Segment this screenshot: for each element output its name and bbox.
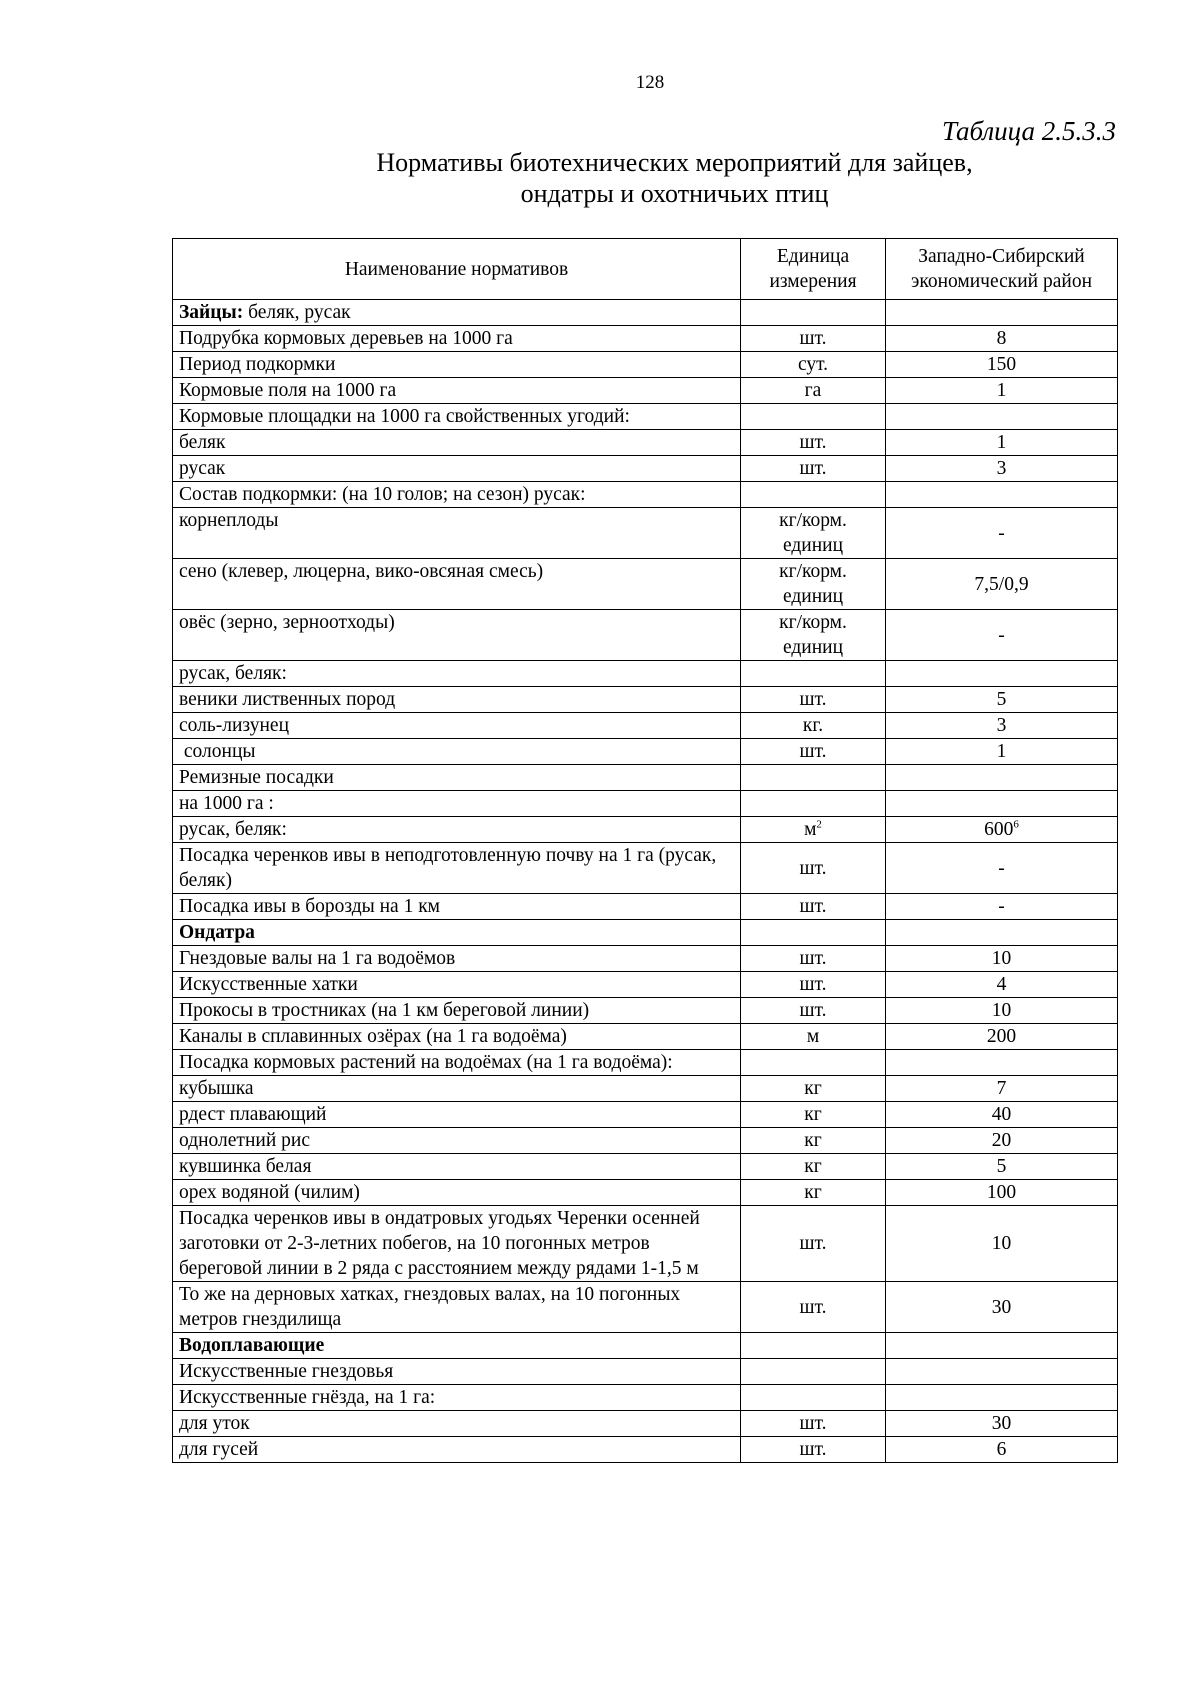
row-unit: сут. — [741, 352, 886, 378]
row-name-text: русак — [179, 458, 226, 479]
table-row — [173, 972, 1118, 998]
table-row — [173, 300, 1118, 326]
table-row — [173, 1333, 1118, 1359]
row-name-text: Посадка кормовых растений на водоёмах (на 1 га водоёма): — [179, 1052, 673, 1073]
title-line-1: Нормативы биотехнических мероприятий для зайцев, — [376, 148, 973, 177]
row-name-text: на 1000 га : — [179, 793, 274, 814]
value-superscript: 6 — [1013, 818, 1019, 831]
table-row — [173, 1437, 1118, 1463]
table-caption: Таблица 2.5.3.3 — [941, 116, 1116, 146]
row-name — [173, 559, 741, 610]
table-row — [173, 739, 1118, 765]
row-name — [173, 482, 741, 508]
row-value: 1 — [886, 430, 1118, 456]
row-value: 10 — [886, 946, 1118, 972]
table-row — [173, 817, 1118, 843]
row-unit: шт. — [741, 946, 886, 972]
table-row — [173, 1385, 1118, 1411]
row-value — [886, 1050, 1118, 1076]
row-name — [173, 1359, 741, 1385]
row-value: 200 — [886, 1024, 1118, 1050]
row-unit: кг — [741, 1076, 886, 1102]
page-number: 128 — [635, 72, 665, 93]
table-body — [173, 300, 1118, 1463]
table-row — [173, 1411, 1118, 1437]
row-name — [173, 998, 741, 1024]
row-unit: шт. — [741, 1282, 886, 1333]
row-name — [173, 404, 741, 430]
row-value: $600^6$ — [886, 817, 1118, 843]
table-row — [173, 998, 1118, 1024]
row-value: 5 — [886, 687, 1118, 713]
row-value: - — [886, 843, 1118, 894]
row-value: - — [886, 894, 1118, 920]
row-name-text: Прокосы в тростниках (на 1 км береговой линии) — [179, 1000, 590, 1021]
row-name — [173, 1154, 741, 1180]
row-value: - — [886, 610, 1118, 661]
row-unit — [741, 1359, 886, 1385]
row-unit: шт. — [741, 1437, 886, 1463]
unit-superscript: 2 — [816, 818, 822, 831]
row-name-text: Искусственные гнездовья — [179, 1361, 394, 1382]
row-name-text: Посадка ивы в борозды на 1 км — [179, 896, 441, 917]
table-row — [173, 1076, 1118, 1102]
row-name-text: соль-лизунец — [179, 715, 290, 736]
header-name: Наименование нормативов — [173, 239, 741, 300]
row-unit: кг/корм. единиц — [741, 610, 886, 661]
row-value: 10 — [886, 1206, 1118, 1282]
row-name — [173, 791, 741, 817]
row-value — [886, 1385, 1118, 1411]
row-unit: м — [741, 1024, 886, 1050]
row-value — [886, 765, 1118, 791]
row-name — [173, 430, 741, 456]
norms-table — [172, 238, 1118, 1463]
table-row — [173, 687, 1118, 713]
row-name — [173, 1102, 741, 1128]
row-name — [173, 920, 741, 946]
row-value: 10 — [886, 998, 1118, 1024]
table-row — [173, 610, 1118, 661]
row-value: 8 — [886, 326, 1118, 352]
row-name-text: Посадка черенков ивы в неподготовленную почву на 1 га (русак, беляк) — [179, 845, 722, 891]
table-row — [173, 326, 1118, 352]
row-unit: шт. — [741, 1411, 886, 1437]
row-value: 30 — [886, 1282, 1118, 1333]
row-name — [173, 972, 741, 998]
row-name-text: корнеплоды — [179, 510, 279, 531]
row-name-text: Каналы в сплавинных озёрах (на 1 га водоёма) — [179, 1026, 567, 1047]
row-unit — [741, 300, 886, 326]
table-row — [173, 456, 1118, 482]
row-name — [173, 843, 741, 894]
row-name — [173, 610, 741, 661]
table-row — [173, 1128, 1118, 1154]
row-value: 1 — [886, 378, 1118, 404]
row-value: 4 — [886, 972, 1118, 998]
table-row — [173, 1359, 1118, 1385]
row-unit — [741, 1385, 886, 1411]
table-row — [173, 482, 1118, 508]
row-name — [173, 326, 741, 352]
row-unit — [741, 661, 886, 687]
row-name — [173, 739, 741, 765]
row-value: 5 — [886, 1154, 1118, 1180]
row-name-text: для уток — [179, 1413, 250, 1434]
row-unit: шт. — [741, 456, 886, 482]
row-name — [173, 946, 741, 972]
row-value — [886, 791, 1118, 817]
row-name-text: солонцы — [179, 741, 256, 762]
row-name-text: орех водяной (чилим) — [179, 1182, 360, 1203]
row-unit: шт. — [741, 998, 886, 1024]
table-row — [173, 843, 1118, 894]
row-unit — [741, 1333, 886, 1359]
row-unit: шт. — [741, 430, 886, 456]
table-row — [173, 404, 1118, 430]
row-name-text: Состав подкормки: (на 10 голов; на сезон) русак: — [179, 484, 586, 505]
row-name — [173, 1050, 741, 1076]
row-unit — [741, 791, 886, 817]
row-unit: шт. — [741, 972, 886, 998]
row-unit: кг/корм. единиц — [741, 559, 886, 610]
title-line-2: ондатры и охотничьих птиц — [520, 179, 829, 208]
row-name-text: веники лиственных пород — [179, 689, 396, 710]
row-value: 100 — [886, 1180, 1118, 1206]
row-name-text: беляк — [179, 432, 226, 453]
section-label: Водоплавающие — [179, 1335, 325, 1356]
table-row — [173, 1050, 1118, 1076]
row-name — [173, 1180, 741, 1206]
table-row — [173, 1102, 1118, 1128]
row-value: 20 — [886, 1128, 1118, 1154]
row-name — [173, 352, 741, 378]
row-name — [173, 1128, 741, 1154]
row-name-text: русак, беляк: — [179, 819, 287, 840]
row-name-text: сено (клевер, люцерна, вико-овсяная смесь) — [179, 561, 544, 582]
table-row — [173, 920, 1118, 946]
row-name — [173, 1385, 741, 1411]
row-name — [173, 1076, 741, 1102]
row-unit: шт. — [741, 687, 886, 713]
table-row — [173, 713, 1118, 739]
row-value: 6 — [886, 1437, 1118, 1463]
row-value — [886, 920, 1118, 946]
row-unit: кг — [741, 1154, 886, 1180]
row-name — [173, 508, 741, 559]
section-label: Ондатра — [179, 922, 255, 943]
row-unit: кг — [741, 1102, 886, 1128]
row-name-text: Кормовые поля на 1000 га — [179, 380, 397, 401]
row-value: 3 — [886, 713, 1118, 739]
table-title — [172, 147, 1177, 209]
row-name-text: рдест плавающий — [179, 1104, 327, 1125]
row-name — [173, 300, 741, 326]
table-row — [173, 352, 1118, 378]
header-unit: Единица измерения — [741, 239, 886, 300]
table-row — [173, 765, 1118, 791]
row-unit: кг — [741, 1128, 886, 1154]
table-row — [173, 1282, 1118, 1333]
row-value: 3 — [886, 456, 1118, 482]
row-name — [173, 1437, 741, 1463]
table-row — [173, 559, 1118, 610]
row-value — [886, 1333, 1118, 1359]
row-name-text: для гусей — [179, 1439, 259, 1460]
row-value — [886, 482, 1118, 508]
row-name — [173, 1206, 741, 1282]
row-unit: шт. — [741, 1206, 886, 1282]
row-unit: шт. — [741, 739, 886, 765]
row-value: 40 — [886, 1102, 1118, 1128]
row-unit — [741, 765, 886, 791]
row-name — [173, 1282, 741, 1333]
table-row — [173, 1206, 1118, 1282]
row-value — [886, 1359, 1118, 1385]
row-name — [173, 687, 741, 713]
row-unit — [741, 404, 886, 430]
row-name-text: То же на дерновых хатках, гнездовых валах, на 10 погонных метров гнездилища — [179, 1284, 686, 1330]
row-unit: $м^2$ — [741, 817, 886, 843]
row-name-text: Искусственные хатки — [179, 974, 358, 995]
row-value: 7 — [886, 1076, 1118, 1102]
row-unit — [741, 920, 886, 946]
row-name-text: однолетний рис — [179, 1130, 310, 1151]
row-value — [886, 661, 1118, 687]
row-value — [886, 300, 1118, 326]
row-unit: кг. — [741, 713, 886, 739]
table-row — [173, 378, 1118, 404]
row-unit — [741, 482, 886, 508]
row-name — [173, 1024, 741, 1050]
row-name-text: Период подкормки — [179, 354, 336, 375]
row-name — [173, 894, 741, 920]
header-region: Западно-Сибирский экономический район — [886, 239, 1118, 300]
row-unit: шт. — [741, 326, 886, 352]
row-name-text: Подрубка кормовых деревьев на 1000 га — [179, 328, 513, 349]
row-value: 150 — [886, 352, 1118, 378]
row-name — [173, 765, 741, 791]
table-row — [173, 791, 1118, 817]
table-row — [173, 661, 1118, 687]
row-name-text: кубышка — [179, 1078, 254, 1099]
row-unit: кг/корм. единиц — [741, 508, 886, 559]
row-name — [173, 456, 741, 482]
row-name — [173, 378, 741, 404]
row-value: 7,5/0,9 — [886, 559, 1118, 610]
row-unit — [741, 1050, 886, 1076]
table-row — [173, 1180, 1118, 1206]
row-name — [173, 1411, 741, 1437]
row-name — [173, 817, 741, 843]
row-name-text: Искусственные гнёзда, на 1 га: — [179, 1387, 436, 1408]
table-row — [173, 894, 1118, 920]
row-unit: га — [741, 378, 886, 404]
row-name-text: овёс (зерно, зерноотходы) — [179, 612, 395, 633]
row-value: 30 — [886, 1411, 1118, 1437]
row-name-text: Ремизные посадки — [179, 767, 334, 788]
row-name-text: Кормовые площадки на 1000 га свойственных угодий: — [179, 406, 630, 427]
table-row — [173, 430, 1118, 456]
row-unit: шт. — [741, 843, 886, 894]
header-row — [173, 239, 1118, 300]
row-name-text: Гнездовые валы на 1 га водоёмов — [179, 948, 456, 969]
table-row — [173, 1024, 1118, 1050]
row-value — [886, 404, 1118, 430]
row-unit: кг — [741, 1180, 886, 1206]
row-value: 1 — [886, 739, 1118, 765]
section-label: Зайцы: — [179, 302, 244, 323]
row-name — [173, 661, 741, 687]
row-name-text: русак, беляк: — [179, 663, 287, 684]
row-value: - — [886, 508, 1118, 559]
row-name — [173, 1333, 741, 1359]
row-name-text: Посадка черенков ивы в ондатровых угодьях Черенки осенней заготовки от 2-3-летних побегов, на 10 погонных метров береговой линии в 2 ряда с расстоянием между рядами 1-1,5 м — [179, 1208, 705, 1279]
table-row — [173, 946, 1118, 972]
row-name-text: беляк, русак — [243, 302, 351, 323]
table-row — [173, 508, 1118, 559]
row-name — [173, 713, 741, 739]
row-unit: шт. — [741, 894, 886, 920]
row-name-text: кувшинка белая — [179, 1156, 312, 1177]
table-row — [173, 1154, 1118, 1180]
